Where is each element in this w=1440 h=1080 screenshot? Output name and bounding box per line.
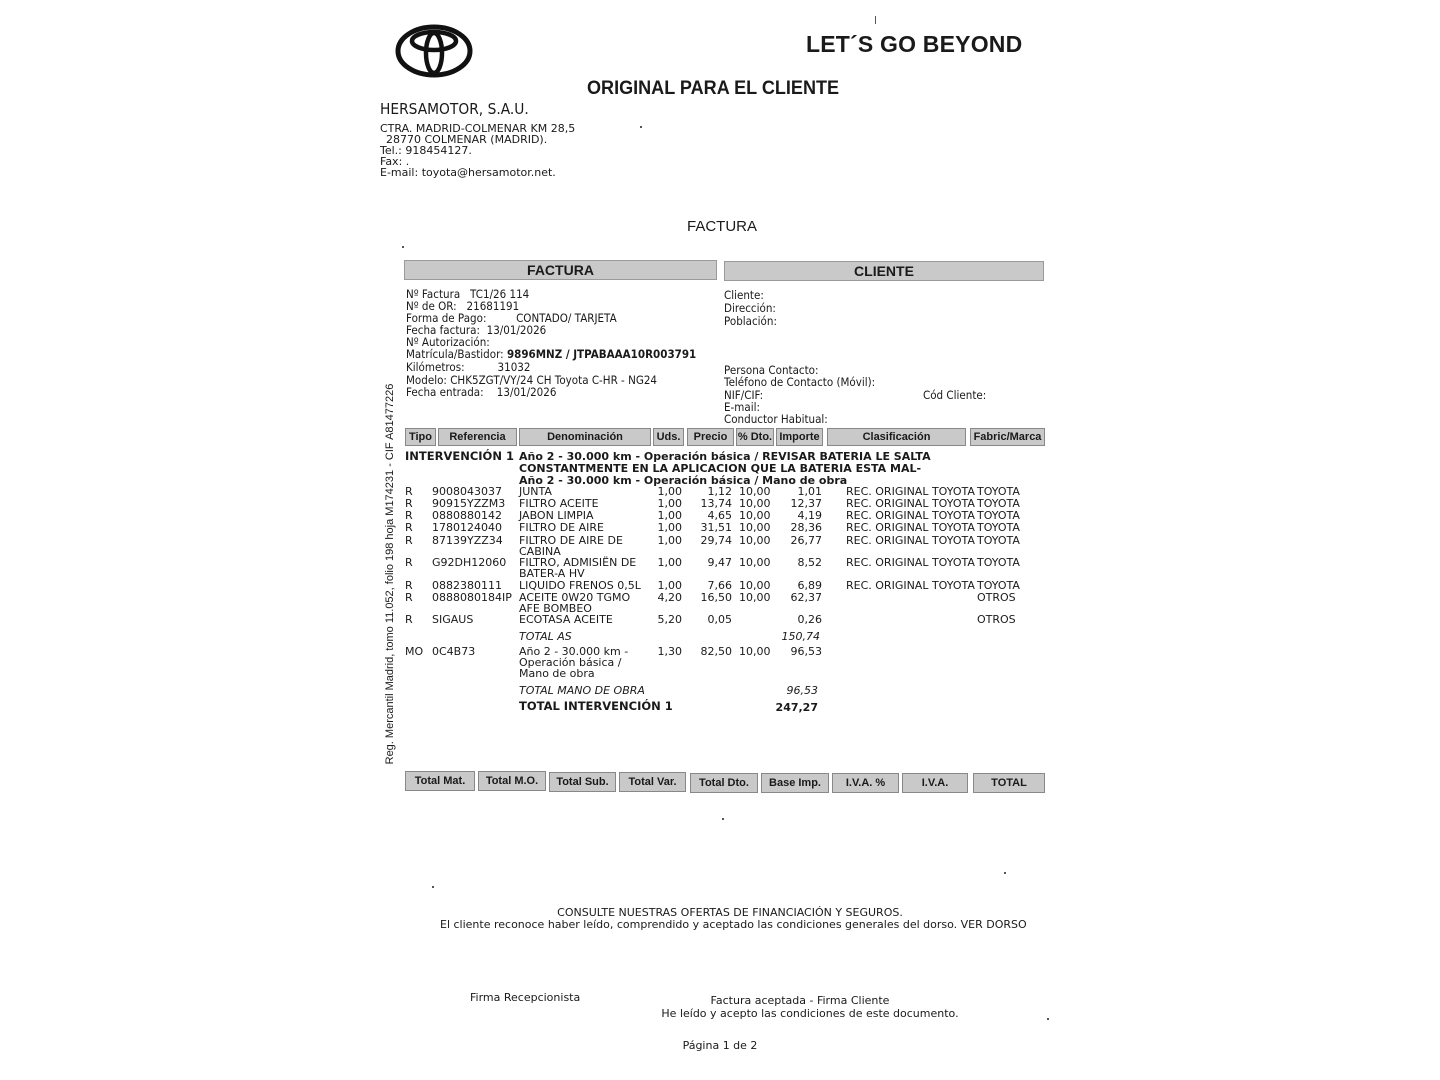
col-marca: Fabric/Marca bbox=[970, 428, 1045, 446]
model-label: Modelo: bbox=[406, 373, 447, 387]
scan-speck bbox=[875, 16, 876, 24]
row-reference: 0882380111 bbox=[432, 579, 502, 592]
row-quantity: 1,00 bbox=[657, 485, 682, 498]
entry-date-row bbox=[406, 386, 556, 398]
conditions-notice: El cliente reconoce haber leído, comprendido y aceptado las condiciones generales del dorso. VER DORSO bbox=[440, 918, 1027, 931]
row-tipo: R bbox=[405, 521, 413, 534]
plate-label: Matrícula/Bastidor: bbox=[406, 347, 504, 361]
receptionist-signature-label: Firma Recepcionista bbox=[470, 991, 581, 1004]
row-quantity: 1,00 bbox=[657, 521, 682, 534]
row-price: 4,65 bbox=[707, 509, 732, 522]
total-as-label: TOTAL AS bbox=[519, 630, 572, 643]
row-reference: SIGAUS bbox=[432, 613, 474, 626]
client-label: Cliente: bbox=[724, 288, 764, 302]
row-amount: 62,37 bbox=[790, 591, 822, 604]
row-quantity: 1,00 bbox=[657, 556, 682, 569]
col-importe: Importe bbox=[776, 428, 823, 446]
client-signature-label: Factura aceptada - Firma Cliente bbox=[710, 994, 890, 1007]
row-quantity: 4,20 bbox=[657, 591, 682, 604]
row-tipo: R bbox=[405, 534, 413, 547]
row-amount: 8,52 bbox=[797, 556, 822, 569]
city-label: Población: bbox=[724, 314, 777, 328]
row-reference: 0888080184IP bbox=[432, 591, 512, 604]
row-description: FILTRO DE AIRE DE CABINA bbox=[519, 534, 623, 558]
row-amount: 1,01 bbox=[797, 485, 822, 498]
row-description: ECOTASA ACEITE bbox=[519, 613, 613, 626]
row-price: 7,66 bbox=[707, 579, 732, 592]
row-tipo: R bbox=[405, 509, 413, 522]
row-brand: TOYOTA bbox=[977, 556, 1020, 569]
company-address-1: CTRA. MADRID-COLMENAR KM 28,5 bbox=[380, 122, 576, 135]
base-imp-box: Base Imp. bbox=[761, 773, 829, 793]
row-reference: 90915YZZM3 bbox=[432, 497, 506, 510]
total-var-box: Total Var. bbox=[619, 772, 686, 792]
total-sub-box: Total Sub. bbox=[549, 772, 616, 792]
mo-row-precio: 82,50 bbox=[700, 645, 732, 658]
invoice-date-label: Fecha factura: bbox=[406, 323, 481, 337]
row-amount: 0,26 bbox=[797, 613, 822, 626]
payment-label: Forma de Pago: bbox=[406, 311, 487, 325]
or-label: Nº de OR: bbox=[406, 299, 457, 313]
row-brand: TOYOTA bbox=[977, 579, 1020, 592]
company-fax: Fax: . bbox=[380, 155, 410, 168]
row-reference: 0880880142 bbox=[432, 509, 502, 522]
row-price: 9,47 bbox=[707, 556, 732, 569]
col-referencia: Referencia bbox=[438, 428, 517, 446]
scan-speck bbox=[432, 886, 434, 888]
total-mo-label: TOTAL MANO DE OBRA bbox=[519, 684, 645, 697]
iva-percent-box: I.V.A. % bbox=[832, 773, 899, 793]
row-tipo: R bbox=[405, 556, 413, 569]
row-price: 29,74 bbox=[700, 534, 732, 547]
row-discount: 10,00 bbox=[739, 485, 771, 498]
row-brand: TOYOTA bbox=[977, 485, 1020, 498]
row-description: LIQUIDO FRENOS 0,5L bbox=[519, 579, 641, 592]
address-label: Dirección: bbox=[724, 301, 776, 315]
factura-section-header: FACTURA bbox=[404, 260, 717, 280]
mo-row-ref: 0C4B73 bbox=[432, 645, 476, 658]
col-tipo: Tipo bbox=[405, 428, 436, 446]
row-quantity: 1,00 bbox=[657, 509, 682, 522]
row-discount: 10,00 bbox=[739, 591, 771, 604]
company-name: HERSAMOTOR, S.A.U. bbox=[380, 100, 529, 118]
company-email: E-mail: toyota@hersamotor.net. bbox=[380, 166, 556, 179]
payment-method: CONTADO/ TARJETA bbox=[516, 311, 617, 325]
scan-speck bbox=[722, 818, 724, 820]
plate-row bbox=[406, 348, 696, 360]
row-price: 16,50 bbox=[700, 591, 732, 604]
scan-speck bbox=[1047, 1018, 1049, 1020]
model-value: CHK5ZGT/VY/24 CH Toyota C-HR - NG24 bbox=[450, 373, 658, 387]
row-reference: 9008043037 bbox=[432, 485, 502, 498]
row-discount: 10,00 bbox=[739, 509, 771, 522]
total-as-value: 150,74 bbox=[781, 630, 820, 643]
row-amount: 4,19 bbox=[797, 509, 822, 522]
financing-notice: CONSULTE NUESTRAS OFERTAS DE FINANCIACIÓN Y SEGUROS. bbox=[557, 906, 903, 919]
row-brand: TOYOTA bbox=[977, 497, 1020, 510]
cliente-section-header: CLIENTE bbox=[724, 261, 1044, 281]
col-uds: Uds. bbox=[653, 428, 684, 446]
total-intervention-label: TOTAL INTERVENCIÓN 1 bbox=[519, 699, 673, 713]
total-box: TOTAL bbox=[973, 773, 1045, 793]
client-code-label: Cód Cliente: bbox=[923, 388, 987, 402]
row-amount: 6,89 bbox=[797, 579, 822, 592]
row-description: JABON LIMPIA bbox=[519, 509, 594, 522]
scan-speck bbox=[402, 246, 404, 248]
or-number: 21681191 bbox=[466, 299, 520, 313]
scan-speck bbox=[640, 126, 642, 128]
mo-row-description: Año 2 - 30.000 km - Operación básica / Mano de obra bbox=[519, 645, 629, 680]
total-mo-value: 96,53 bbox=[786, 684, 818, 697]
row-classification: REC. ORIGINAL TOYOTA bbox=[846, 521, 975, 534]
km-value: 31032 bbox=[497, 360, 531, 374]
col-clasificacion: Clasificación bbox=[827, 428, 966, 446]
invoice-number-label: Nº Factura bbox=[406, 287, 461, 301]
scan-speck bbox=[1004, 872, 1006, 874]
col-precio: Precio bbox=[687, 428, 734, 446]
slogan: LET´S GO BEYOND bbox=[806, 31, 1023, 57]
col-denominacion: Denominación bbox=[519, 428, 651, 446]
client-acceptance-text: He leído y acepto las condiciones de este documento. bbox=[661, 1007, 959, 1020]
row-brand: OTROS bbox=[977, 613, 1016, 626]
nif-label: NIF/CIF: bbox=[724, 388, 764, 402]
row-price: 13,74 bbox=[700, 497, 732, 510]
company-address-2: 28770 COLMENAR (MADRID). bbox=[386, 133, 548, 146]
doc-type-label: FACTURA bbox=[687, 218, 758, 235]
row-classification: REC. ORIGINAL TOYOTA bbox=[846, 534, 975, 547]
row-reference: 1780124040 bbox=[432, 521, 502, 534]
registration-side-text: Reg. Mercantil Madrid, tomo 11.052, folio 198 hoja M174231 - CIF A81477226 bbox=[384, 383, 396, 765]
row-tipo: R bbox=[405, 497, 413, 510]
total-intervention-value: 247,27 bbox=[775, 701, 818, 714]
row-discount: 10,00 bbox=[739, 534, 771, 547]
row-tipo: R bbox=[405, 591, 413, 604]
row-classification: REC. ORIGINAL TOYOTA bbox=[846, 556, 975, 569]
mo-row-uds: 1,30 bbox=[657, 645, 682, 658]
iva-box: I.V.A. bbox=[902, 773, 968, 793]
entry-date-label: Fecha entrada: bbox=[406, 385, 484, 399]
km-label: Kilómetros: bbox=[406, 360, 465, 374]
authorization-label: Nº Autorización: bbox=[406, 335, 490, 349]
invoice-date: 13/01/2026 bbox=[486, 323, 547, 337]
row-brand: TOYOTA bbox=[977, 521, 1020, 534]
row-price: 1,12 bbox=[707, 485, 732, 498]
row-reference: G92DH12060 bbox=[432, 556, 507, 569]
company-tel: Tel.: 918454127. bbox=[380, 144, 472, 157]
intervention-label: INTERVENCIÓN 1 bbox=[405, 449, 514, 463]
row-description: FILTRO DE AIRE bbox=[519, 521, 604, 534]
row-amount: 28,36 bbox=[790, 521, 822, 534]
document-title: ORIGINAL PARA EL CLIENTE bbox=[587, 78, 840, 99]
mo-row-tipo: MO bbox=[405, 645, 424, 658]
mo-row-dto: 10,00 bbox=[739, 645, 771, 658]
row-classification: REC. ORIGINAL TOYOTA bbox=[846, 509, 975, 522]
client-email-label: E-mail: bbox=[724, 400, 760, 414]
row-price: 31,51 bbox=[700, 521, 732, 534]
col-dto: % Dto. bbox=[736, 428, 774, 446]
row-description: JUNTA bbox=[519, 485, 552, 498]
row-amount: 26,77 bbox=[790, 534, 822, 547]
km-row bbox=[406, 361, 530, 373]
row-price: 0,05 bbox=[707, 613, 732, 626]
row-classification: REC. ORIGINAL TOYOTA bbox=[846, 497, 975, 510]
driver-label: Conductor Habitual: bbox=[724, 413, 828, 424]
row-tipo: R bbox=[405, 613, 413, 626]
entry-date: 13/01/2026 bbox=[496, 385, 557, 399]
total-dto-box: Total Dto. bbox=[690, 773, 758, 793]
toyota-logo-icon bbox=[395, 24, 473, 78]
total-mo-box: Total M.O. bbox=[478, 771, 546, 791]
invoice-number: TC1/26 114 bbox=[470, 287, 530, 301]
row-description: FILTRO ACEITE bbox=[519, 497, 599, 510]
row-tipo: R bbox=[405, 579, 413, 592]
row-brand: TOYOTA bbox=[977, 509, 1020, 522]
row-description: ACEITE 0W20 TGMO AFE BOMBEO bbox=[519, 591, 631, 615]
row-quantity: 5,20 bbox=[657, 613, 682, 626]
plate-value: 9896MNZ / JTPABAAA10R003791 bbox=[506, 347, 697, 361]
row-description: FILTRO, ADMISIËN DE BATER-A HV bbox=[519, 556, 637, 580]
row-tipo: R bbox=[405, 485, 413, 498]
intervention-description: Año 2 - 30.000 km - Operación básica / REVISAR BATERIA LE SALTA CONSTANTMENTE EN LA APLICACION QUE LA BATERIA ESTA MAL-Año 2 - 30.000 km - Operación básica / Mano de obra bbox=[519, 450, 931, 487]
row-classification: REC. ORIGINAL TOYOTA bbox=[846, 485, 975, 498]
row-discount: 10,00 bbox=[739, 556, 771, 569]
row-quantity: 1,00 bbox=[657, 579, 682, 592]
contact-label: Persona Contacto: bbox=[724, 363, 819, 377]
row-reference: 87139YZZ34 bbox=[432, 534, 503, 547]
row-amount: 12,37 bbox=[790, 497, 822, 510]
total-mat-box: Total Mat. bbox=[405, 771, 475, 791]
row-quantity: 1,00 bbox=[657, 534, 682, 547]
row-brand: OTROS bbox=[977, 591, 1016, 604]
row-brand: TOYOTA bbox=[977, 534, 1020, 547]
phone-label: Teléfono de Contacto (Móvil): bbox=[724, 375, 876, 389]
row-classification: REC. ORIGINAL TOYOTA bbox=[846, 579, 975, 592]
row-discount: 10,00 bbox=[739, 497, 771, 510]
row-discount: 10,00 bbox=[739, 521, 771, 534]
page-number: Página 1 de 2 bbox=[682, 1039, 758, 1052]
mo-row-importe: 96,53 bbox=[790, 645, 822, 658]
row-quantity: 1,00 bbox=[657, 497, 682, 510]
row-discount: 10,00 bbox=[739, 579, 771, 592]
